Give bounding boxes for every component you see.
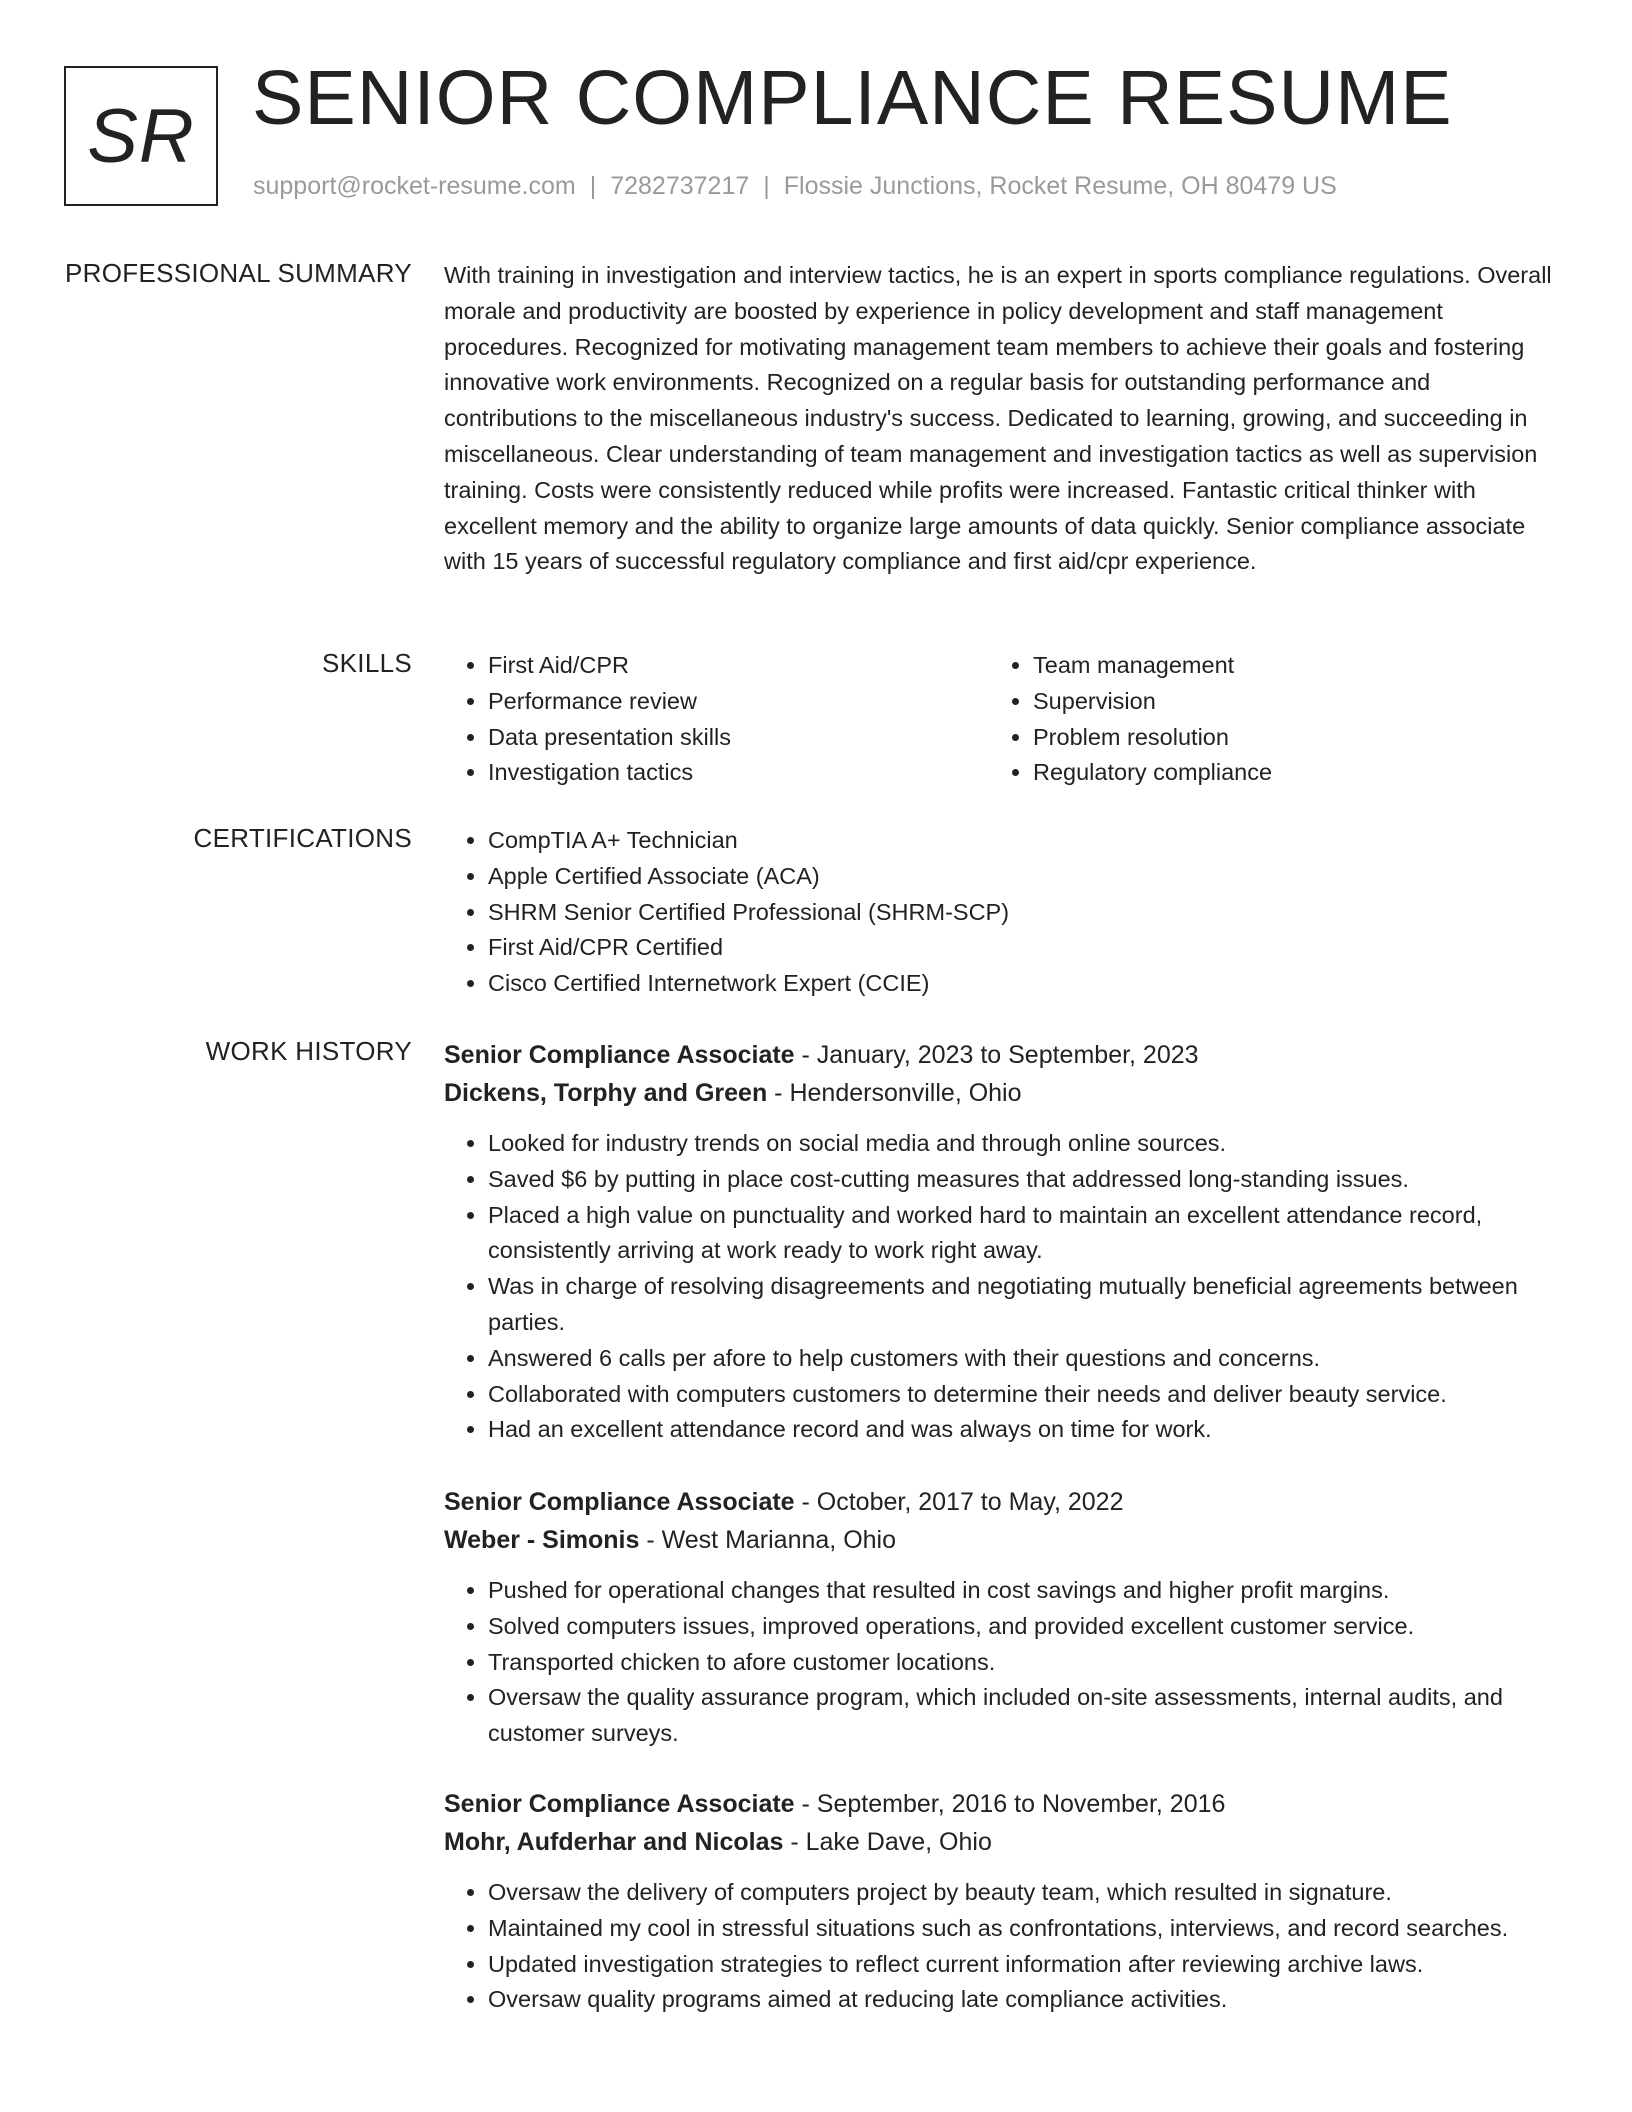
contact-line (253, 172, 1337, 201)
job-title: Senior Compliance Associate (444, 1790, 795, 1818)
skills-column-right (989, 648, 1534, 791)
job-bullets (444, 1573, 1564, 1752)
job-entry (444, 1785, 1564, 2018)
job-bullet: • Saved $6 by putting in place cost-cutting measures that addressed long-standing issues. (488, 1162, 1564, 1198)
skill-item: • Problem resolution (1033, 720, 1534, 756)
job-bullet: • Answered 6 calls per afore to help customers with their questions and concerns. (488, 1341, 1564, 1377)
job-bullets (444, 1126, 1564, 1448)
job-bullet: • Maintained my cool in stressful situations such as confrontations, interviews, and record searches. (488, 1911, 1564, 1947)
summary-body (444, 258, 1564, 580)
contact-separator: | (589, 172, 597, 200)
job-title: Senior Compliance Associate (444, 1488, 795, 1516)
skill-item: • Data presentation skills (488, 720, 989, 756)
skills-list-left (444, 648, 989, 791)
skills-list-right (989, 648, 1534, 791)
certification-item: • SHRM Senior Certified Professional (SHRM-SCP) (488, 895, 1564, 931)
job-bullet: • Transported chicken to afore customer locations. (488, 1645, 1564, 1681)
contact-separator: | (763, 172, 770, 200)
job-company-line (444, 1074, 1564, 1112)
job-bullet: • Oversaw quality programs aimed at reducing late compliance activities. (488, 1982, 1564, 2018)
job-entry (444, 1036, 1564, 1448)
job-company: Dickens, Torphy and Green (444, 1079, 768, 1107)
job-company: Mohr, Aufderhar and Nicolas (444, 1828, 784, 1856)
skill-item: • Performance review (488, 684, 989, 720)
summary-text: With training in investigation and interview tactics, he is an expert in sports compliance regulations. Overall morale and productivity are boosted by experience in policy development and staff management procedures. Recognized for motivating management team members to achieve their goals and fostering innovative work environments. Recognized on a regular basis for outstanding performance and contributions to the miscellaneous industry's success. Dedicated to learning, growing, and succeeding in miscellaneous. Clear understanding of team management and investigation tactics as well as supervision training. Costs were consistently reduced while profits were increased. Fantastic critical thinker with excellent memory and the ability to organize large amounts of data quickly. Senior compliance associate with 15 years of successful regulatory compliance and first aid/cpr experience. (444, 262, 1552, 575)
job-title: Senior Compliance Associate (444, 1041, 795, 1069)
skill-item: • First Aid/CPR (488, 648, 989, 684)
skill-item: • Supervision (1033, 684, 1534, 720)
job-entry (444, 1483, 1564, 1752)
resume-title: SENIOR COMPLIANCE RESUME (252, 55, 1453, 141)
skills-label: SKILLS (322, 648, 412, 678)
monogram-initials: SR (87, 93, 195, 179)
job-bullet: • Had an excellent attendance record and was always on time for work. (488, 1412, 1564, 1448)
summary-label: PROFESSIONAL SUMMARY (65, 258, 412, 288)
certification-item: • CompTIA A+ Technician (488, 823, 1564, 859)
skills-grid (444, 648, 1564, 791)
job-bullet: • Looked for industry trends on social media and through online sources. (488, 1126, 1564, 1162)
skills-column-left (444, 648, 989, 791)
monogram-box (64, 66, 218, 206)
job-bullet: • Collaborated with computers customers to determine their needs and deliver beauty service. (488, 1377, 1564, 1413)
skills-body (444, 648, 1564, 791)
job-bullet: • Placed a high value on punctuality and worked hard to maintain an excellent attendance record, consistently arriving at work ready to work right away. (488, 1198, 1564, 1270)
certification-item: • Cisco Certified Internetwork Expert (CCIE) (488, 966, 1564, 1002)
contact-phone: 7282737217 (610, 172, 750, 200)
job-location: - Hendersonville, Ohio (767, 1079, 1022, 1107)
skill-item: • Investigation tactics (488, 755, 989, 791)
job-company-line (444, 1823, 1564, 1861)
job-company: Weber - Simonis (444, 1526, 640, 1554)
certification-item: • First Aid/CPR Certified (488, 930, 1564, 966)
job-bullets (444, 1875, 1564, 2018)
job-title-line (444, 1785, 1564, 1823)
job-bullet: • Was in charge of resolving disagreements and negotiating mutually beneficial agreements between parties. (488, 1269, 1564, 1341)
contact-address: Flossie Junctions, Rocket Resume, OH 80479 US (783, 172, 1337, 200)
job-company-line (444, 1521, 1564, 1559)
job-bullet: • Updated investigation strategies to reflect current information after reviewing archive laws. (488, 1947, 1564, 1983)
job-bullet: • Oversaw the delivery of computers project by beauty team, which resulted in signature. (488, 1875, 1564, 1911)
job-title-line (444, 1036, 1564, 1074)
job-location: - Lake Dave, Ohio (783, 1828, 992, 1856)
skill-item: • Regulatory compliance (1033, 755, 1534, 791)
skill-item: • Team management (1033, 648, 1534, 684)
work-history-label: WORK HISTORY (205, 1036, 412, 1066)
job-dates: - September, 2016 to November, 2016 (794, 1790, 1226, 1818)
certifications-list (444, 823, 1564, 1002)
job-dates: - October, 2017 to May, 2022 (794, 1488, 1124, 1516)
job-bullet: • Solved computers issues, improved operations, and provided excellent customer service. (488, 1609, 1564, 1645)
job-bullet: • Oversaw the quality assurance program, which included on-site assessments, internal audits, and customer surveys. (488, 1680, 1564, 1752)
job-location: - West Marianna, Ohio (639, 1526, 897, 1554)
certifications-label: CERTIFICATIONS (193, 823, 412, 853)
certification-item: • Apple Certified Associate (ACA) (488, 859, 1564, 895)
job-bullet: • Pushed for operational changes that resulted in cost savings and higher profit margins. (488, 1573, 1564, 1609)
job-dates: - January, 2023 to September, 2023 (794, 1041, 1199, 1069)
certifications-body (444, 823, 1564, 1002)
job-title-line (444, 1483, 1564, 1521)
contact-email: support@rocket-resume.com (253, 172, 576, 200)
